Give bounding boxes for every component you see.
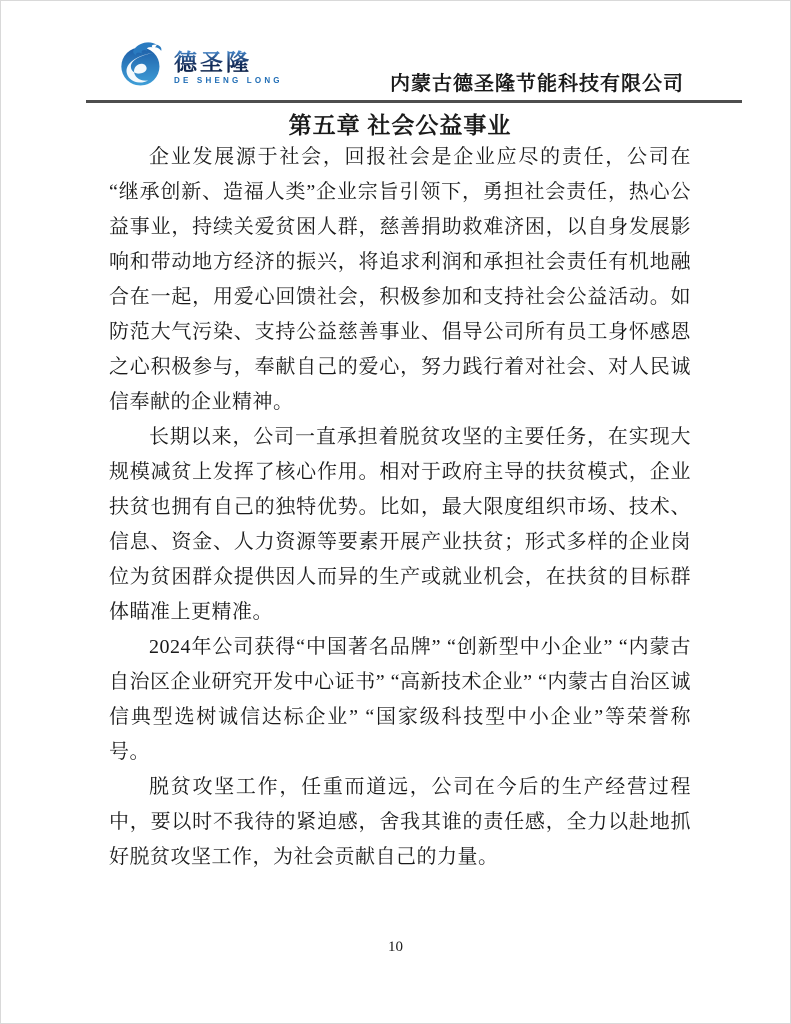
paragraph: 2024年公司获得“中国著名品牌” “创新型中小企业” “内蒙古自治区企业研究开发中心证书” “高新技术企业” “内蒙古自治区诚信典型选树诚信达标企业” “国家级科技型中小企业”等荣誉称号。 [109,636,691,763]
paragraph: 脱贫攻坚工作，任重而道远，公司在今后的生产经营过程中，要以时不我待的紧迫感，舍我其谁的责任感，全力以赴地抓好脱贫攻坚工作，为社会贡献自己的力量。 [109,776,691,868]
dragon-logo-icon [117,37,169,89]
page-header [1,1,790,103]
logo-chinese-name: 德圣隆 [174,50,283,74]
paragraph: 企业发展源于社会，回报社会是企业应尽的责任，公司在“继承创新、造福人类”企业宗旨引领下，勇担社会责任，热心公益事业，持续关爱贫困人群，慈善捐助救难济困，以自身发展影响和带动地方经济的振兴，将追求利润和承担社会责任有机地融合在一起，用爱心回馈社会，积极参加和支持社会公益活动。如防范大气污染、支持公益慈善事业、倡导公司所有员工身怀感恩之心积极参与，奉献自己的爱心，努力践行着对社会、对人民诚信奉献的企业精神。 [109,146,691,413]
chapter-title: 第五章 社会公益事业 [288,113,512,138]
body-text [109,140,691,875]
logo-text [174,50,283,89]
logo-english-name: DE SHENG LONG [174,76,283,85]
paragraph: 长期以来，公司一直承担着脱贫攻坚的主要任务，在实现大规模减贫上发挥了核心作用。相对于政府主导的扶贫模式，企业扶贫也拥有自己的独特优势。比如，最大限度组织市场、技术、信息、资金、人力资源等要素开展产业扶贫；形式多样的企业岗位为贫困群众提供因人而异的生产或就业机会，在扶贫的目标群体瞄准上更精准。 [109,426,691,623]
header-divider [86,100,742,103]
company-name-header: 内蒙古德圣隆节能科技有限公司 [390,73,684,95]
company-logo [117,37,283,89]
page-number: 10 [388,939,403,955]
